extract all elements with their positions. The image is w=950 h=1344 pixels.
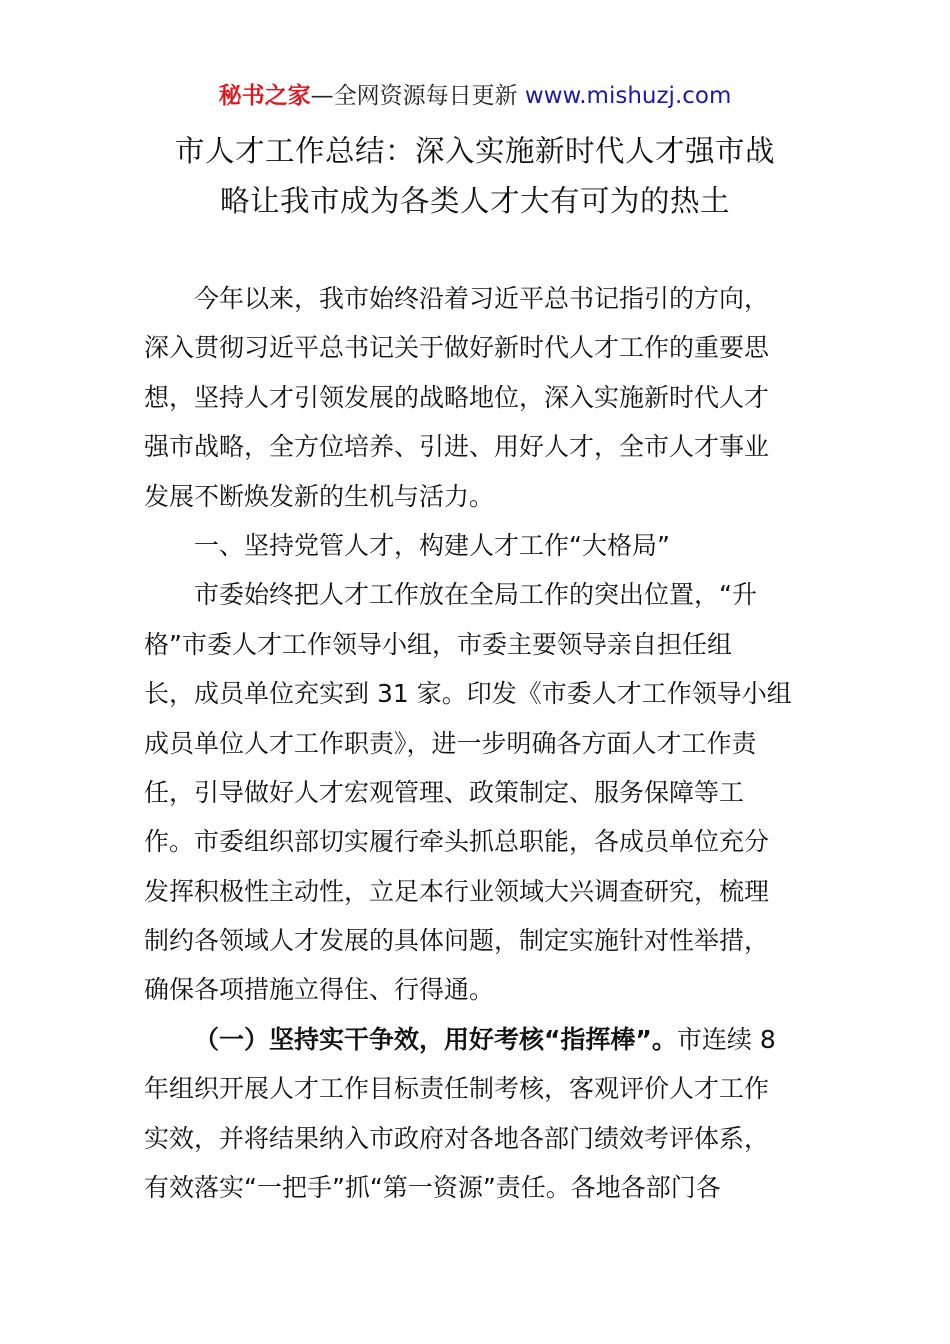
- paragraph-line: 有效落实“一把手”抓“第一资源”责任。各地各部门各: [144, 1173, 721, 1203]
- subheading-line: [144, 1015, 808, 1064]
- site-url-link[interactable]: www.mishuzj.com: [524, 83, 732, 109]
- paragraph-line: 强市战略，全方位培养、引进、用好人才，全市人才事业: [144, 432, 770, 462]
- subheading-rest: 市连续 8: [676, 1024, 776, 1054]
- document-body: [144, 274, 808, 1212]
- paragraph-line: 长，成员单位充实到 31 家。印发《市委人才工作领导小组: [144, 679, 792, 709]
- paragraph-line: 作。市委组织部切实履行牵头抓总职能，各成员单位充分: [144, 827, 770, 857]
- paragraph-line: 年组织开展人才工作目标责任制考核，客观评价人才工作: [144, 1074, 770, 1104]
- paragraph-line: 今年以来，我市始终沿着习近平总书记指引的方向，: [194, 284, 770, 313]
- document-title: [80, 126, 870, 226]
- paragraph-line: 发展不断焕发新的生机与活力。: [144, 481, 495, 511]
- brand-name: 秘书之家: [218, 83, 311, 109]
- paragraph-line: 确保各项措施立得住、行得通。: [144, 975, 495, 1005]
- paragraph-line: 格”市委人才工作领导小组，市委主要领导亲自担任组: [144, 629, 732, 659]
- paragraph-line: 想，坚持人才引领发展的战略地位，深入实施新时代人才: [144, 382, 770, 412]
- site-header: [0, 80, 950, 112]
- subheading-bold: （一）坚持实干争效，用好考核“指挥棒”。: [194, 1024, 677, 1054]
- paragraph-line: 制约各领域人才发展的具体问题，制定实施针对性举措，: [144, 926, 770, 956]
- header-tagline: —全网资源每日更新: [310, 83, 525, 109]
- paragraph-line: 任，引导做好人才宏观管理、政策制定、服务保障等工: [144, 777, 745, 807]
- title-line-1: 市人才工作总结：深入实施新时代人才强市战: [174, 134, 775, 168]
- paragraph-line: 成员单位人才工作职责》，进一步明确各方面人才工作责: [144, 728, 757, 758]
- title-line-2: 略让我市成为各类人才大有可为的热土: [219, 184, 730, 218]
- paragraph-line: 实效，并将结果纳入市政府对各地各部门绩效考评体系，: [144, 1123, 770, 1153]
- paragraph-line: 市委始终把人才工作放在全局工作的突出位置，“升: [194, 580, 757, 610]
- paragraph-line: 发挥积极性主动性，立足本行业领域大兴调查研究，梳理: [144, 876, 770, 906]
- section-heading: 一、坚持党管人才，构建人才工作“大格局”: [194, 530, 670, 560]
- paragraph-line: 深入贯彻习近平总书记关于做好新时代人才工作的重要思: [144, 333, 770, 363]
